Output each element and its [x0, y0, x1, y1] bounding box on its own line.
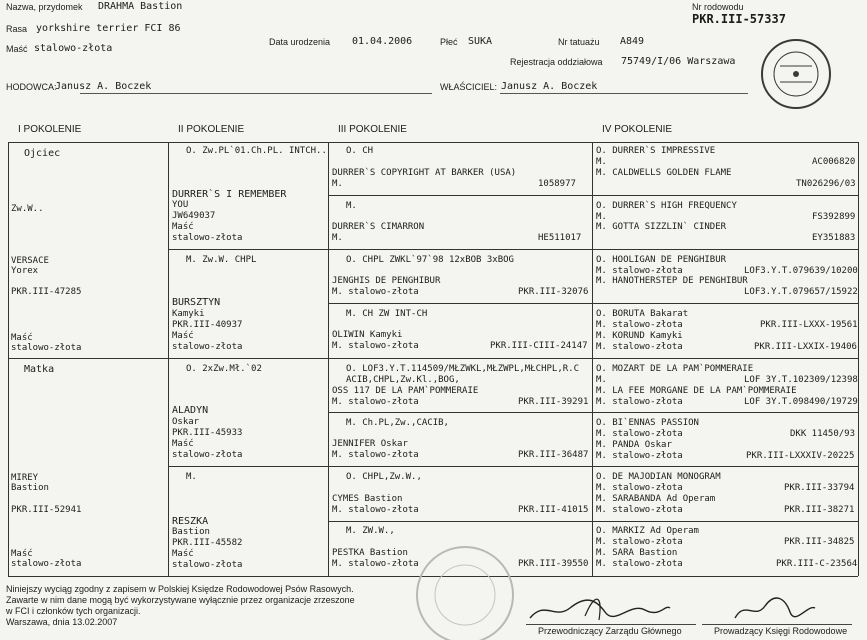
gen3-titles: O. CHPL ZWKL`97`98 12xBOB 3xBOG — [346, 255, 514, 265]
gen4-dam: M. SARA Bastion — [596, 548, 678, 558]
gen2-kennel: Oskar — [172, 417, 200, 427]
gen3-sex: M. stalowo-złota — [332, 559, 419, 569]
gen4-dam-registration: PKR.III-LXXXIV-20225 — [746, 451, 855, 461]
gen4-sire-registration: DKK 11450/93 — [790, 429, 856, 439]
gen4-dam-registration: PKR.III-C-23564 — [776, 559, 858, 569]
faint-official-seal — [410, 540, 520, 640]
gen4-dam-sub: M. stalowo-złota — [596, 342, 683, 352]
gen4-sire: O. MOZART DE LA PAM`POMMERAIE — [596, 364, 754, 374]
gen4-sire-sub: M. stalowo-złota — [596, 429, 683, 439]
gen2-kennel: Kamyki — [172, 309, 205, 319]
gen4-dam-sub: M. stalowo-złota — [596, 397, 683, 407]
gen2-name: DURRER`S I REMEMBER — [172, 189, 287, 200]
registration-label: Rejestracja oddziałowa — [510, 57, 603, 67]
father-name: VERSACE — [11, 256, 49, 266]
gen4-sire-sub: M. — [596, 375, 607, 385]
gen3-registration: PKR.III-CIII-24147 — [490, 341, 588, 351]
mother-name: MIREY — [11, 473, 39, 483]
father-color: stalowo-złota — [11, 343, 82, 353]
gen2-color: stalowo-złota — [172, 450, 243, 460]
gen4-dam: M. CALDWELLS GOLDEN FLAME — [596, 168, 732, 178]
gen3-titles: O. CHPL,Zw.W., — [346, 472, 422, 482]
gen2-name: RESZKA — [172, 516, 209, 527]
gen4-dam: M. SARABANDA Ad Operam — [596, 494, 716, 504]
gen4-sire: O. BI`ENNAS PASSION — [596, 418, 699, 428]
gen4-sire-sub: M. stalowo-złota — [596, 483, 683, 493]
gen4-dam-sub: M. stalowo-złota — [596, 451, 683, 461]
birth-label: Data urodzenia — [269, 37, 331, 47]
owner-label: WŁAŚCICIEL: — [440, 82, 498, 92]
generation-4-heading: IV POKOLENIE — [602, 124, 673, 135]
pedigree-number-value: PKR.III-57337 — [692, 12, 786, 26]
gen3-titles: M. — [346, 201, 357, 211]
gen3-name: OSS 117 DE LA PAM`POMMERAIE — [332, 386, 479, 396]
gen2-kennel: Bastion — [172, 527, 210, 537]
breed-value: yorkshire terrier FCI 86 — [36, 23, 181, 34]
gen3-registration: 1058977 — [538, 179, 576, 189]
gen4-sire-sub: M. stalowo-złota — [596, 320, 683, 330]
gen2-color-label: Maść — [172, 331, 194, 341]
gen3-sex: M. stalowo-złota — [332, 341, 419, 351]
gen3-sex: M. — [332, 179, 343, 189]
color-label: Maść — [6, 44, 28, 54]
gen2-titles: M. Zw.W. CHPL — [186, 255, 257, 265]
gen4-sire-sub: M. stalowo-złota — [596, 537, 683, 547]
breeder-label: HODOWCA: — [6, 82, 57, 92]
gen4-dam-registration: PKR.III-38271 — [784, 505, 855, 515]
gen4-dam-registration: LOF3.Y.T.079657/15922 — [744, 287, 858, 297]
chairman-caption: Przewodniczący Zarządu Głównego — [538, 626, 682, 636]
registration-value: 75749/I/06 Warszawa — [621, 56, 736, 67]
father-label: Ojciec — [24, 148, 61, 159]
gen2-titles: O. Zw.PL`01.Ch.PL. INTCH.. — [186, 146, 327, 156]
gen3-titles: M. Ch.PL,Zw.,CACIB, — [346, 418, 449, 428]
gen4-sire-registration: PKR.III-33794 — [784, 483, 855, 493]
father-color-label: Maść — [11, 333, 33, 343]
father-titles: Zw.W.. — [11, 204, 44, 214]
gen2-registration: PKR.III-45933 — [172, 428, 243, 438]
gen3-titles: O. LOF3.Y.T.114509/MŁZWKL,MŁZWPL,MŁCHPL,R.C — [346, 364, 579, 374]
mother-color-label: Maść — [11, 549, 33, 559]
father-kennel: Yorex — [11, 266, 39, 276]
pedigree-number-label: Nr rodowodu — [692, 2, 744, 12]
name-value: DRAHMA Bastion — [98, 1, 183, 12]
gen4-dam-sub: M. stalowo-złota — [596, 559, 683, 569]
sex-value: SUKA — [468, 36, 493, 47]
registrar-signature — [730, 592, 820, 626]
gen2-color-label: Maść — [172, 222, 194, 232]
gen4-sire-sub: M. — [596, 157, 607, 167]
gen4-sire: O. DURRER`S IMPRESSIVE — [596, 146, 716, 156]
gen2-registration: PKR.III-40937 — [172, 320, 243, 330]
gen4-dam-registration: TN026296/03 — [796, 179, 856, 189]
gen3-name: JENGHIS DE PENGHIBUR — [332, 276, 441, 286]
gen2-titles: M. — [186, 472, 197, 482]
gen3-name: CYMES Bastion — [332, 494, 403, 504]
gen3-name: DURRER`S CIMARRON — [332, 222, 425, 232]
mother-label: Matka — [24, 364, 55, 375]
gen4-sire-registration: AC006820 — [812, 157, 856, 167]
gen4-dam: M. HANOTHERSTEP DE PENGHIBUR — [596, 276, 748, 286]
gen3-registration: PKR.III-39291 — [518, 397, 589, 407]
gen2-registration: JW649037 — [172, 211, 216, 221]
gen3-titles-continued: ACIB,CHPL,Zw.Kl.,BOG, — [346, 375, 460, 385]
mother-color: stalowo-złota — [11, 559, 82, 569]
footer-line-4: Warszawa, dnia 13.02.2007 — [6, 617, 118, 627]
gen3-sex: M. stalowo-złota — [332, 287, 419, 297]
gen4-dam-registration: EY351883 — [812, 233, 856, 243]
footer-line-2: Zawarte w nim dane mogą być wykorzystywane wyłącznie przez organizacje zrzeszone — [6, 595, 355, 605]
gen4-sire-registration: FS392899 — [812, 212, 856, 222]
generation-1-heading: I POKOLENIE — [18, 124, 82, 135]
gen4-sire: O. BORUTA Bakarat — [596, 309, 689, 319]
kennel-stamp-seal — [760, 38, 832, 110]
breed-label: Rasa — [6, 24, 28, 34]
footer-line-3: w FCI i członków tych organizacji. — [6, 606, 141, 616]
gen2-name: BURSZTYN — [172, 297, 221, 308]
tattoo-label: Nr tatuażu — [558, 37, 600, 47]
breeder-underline — [80, 93, 432, 94]
chairman-signature-line — [526, 624, 696, 625]
gen3-titles: M. CH ZW INT-CH — [346, 309, 428, 319]
gen4-dam-registration: PKR.III-LXXIX-19406 — [754, 342, 857, 352]
gen2-titles: O. 2xZw.Mł.`02 — [186, 364, 262, 374]
gen4-sire: O. HOOLIGAN DE PENGHIBUR — [596, 255, 727, 265]
gen2-color: stalowo-złota — [172, 233, 243, 243]
registrar-signature-line — [702, 624, 852, 625]
footer-line-1: Niniejszy wyciąg zgodny z zapisem w Polskiej Księdze Rodowodowej Psów Rasowych. — [6, 584, 354, 594]
gen3-titles: O. CH — [346, 146, 374, 156]
gen4-sire: O. DURRER`S HIGH FREQUENCY — [596, 201, 737, 211]
mother-kennel: Bastion — [11, 483, 49, 493]
gen3-sex: M. stalowo-złota — [332, 397, 419, 407]
gen4-sire: O. MARKIZ Ad Operam — [596, 526, 699, 536]
generation-3-heading: III POKOLENIE — [338, 124, 407, 135]
gen4-dam-sub: M. stalowo-złota — [596, 505, 683, 515]
mother-registration: PKR.III-52941 — [11, 505, 82, 515]
father-registration: PKR.III-47285 — [11, 287, 82, 297]
gen4-sire-registration: PKR.III-34825 — [784, 537, 855, 547]
breeder-value: Janusz A. Boczek — [55, 81, 152, 92]
tattoo-value: A849 — [620, 36, 645, 47]
registrar-caption: Prowadzący Księgi Rodowodowe — [714, 626, 848, 636]
gen4-sire-registration: LOF 3Y.T.102309/12398 — [744, 375, 858, 385]
gen4-sire: O. DE MAJODIAN MONOGRAM — [596, 472, 721, 482]
color-value: stalowo-złota — [34, 43, 113, 54]
gen2-name: ALADYN — [172, 405, 209, 416]
gen3-sex: M. — [332, 233, 343, 243]
gen4-sire-registration: PKR.III-LXXX-19561 — [760, 320, 858, 330]
gen2-color-label: Maść — [172, 439, 194, 449]
generation-2-heading: II POKOLENIE — [178, 124, 245, 135]
gen4-sire-sub: M. stalowo-złota — [596, 266, 683, 276]
gen3-titles: M. ZW.W., — [346, 526, 395, 536]
gen4-dam: M. GOTTA SIZZLIN` CINDER — [596, 222, 727, 232]
gen3-registration: PKR.III-39550 — [518, 559, 589, 569]
gen3-name: OLIWIN Kamyki — [332, 330, 403, 340]
gen4-dam-registration: LOF 3Y.T.098490/19729 — [744, 397, 858, 407]
gen3-registration: PKR.III-41015 — [518, 505, 589, 515]
gen2-color-label: Maść — [172, 549, 194, 559]
gen3-registration: HE511017 — [538, 233, 582, 243]
gen3-registration: PKR.III-32076 — [518, 287, 589, 297]
gen3-sex: M. stalowo-złota — [332, 450, 419, 460]
gen2-color: stalowo-złota — [172, 560, 243, 570]
owner-value: Janusz A. Boczek — [501, 81, 598, 92]
gen2-color: stalowo-złota — [172, 342, 243, 352]
chairman-signature — [525, 590, 675, 626]
gen2-kennel: YOU — [172, 200, 189, 210]
gen3-name: PESTKA Bastion — [332, 548, 408, 558]
gen3-name: JENNIFER Oskar — [332, 439, 408, 449]
gen3-registration: PKR.III-36487 — [518, 450, 589, 460]
name-label: Nazwa, przydomek — [6, 2, 83, 12]
sex-label: Płeć — [440, 37, 458, 47]
birth-value: 01.04.2006 — [352, 36, 413, 47]
owner-underline — [500, 93, 748, 94]
gen4-sire-registration: LOF3.Y.T.079639/10200 — [744, 266, 858, 276]
gen4-dam: M. PANDA Oskar — [596, 440, 672, 450]
gen4-sire-sub: M. — [596, 212, 607, 222]
gen3-name: DURRER`S COPYRIGHT AT BARKER (USA) — [332, 168, 517, 178]
gen4-dam: M. LA FEE MORGANE DE LA PAM`POMMERAIE — [596, 386, 797, 396]
gen3-sex: M. stalowo-złota — [332, 505, 419, 515]
gen2-registration: PKR.III-45582 — [172, 538, 243, 548]
gen4-dam: M. KORUND Kamyki — [596, 331, 683, 341]
